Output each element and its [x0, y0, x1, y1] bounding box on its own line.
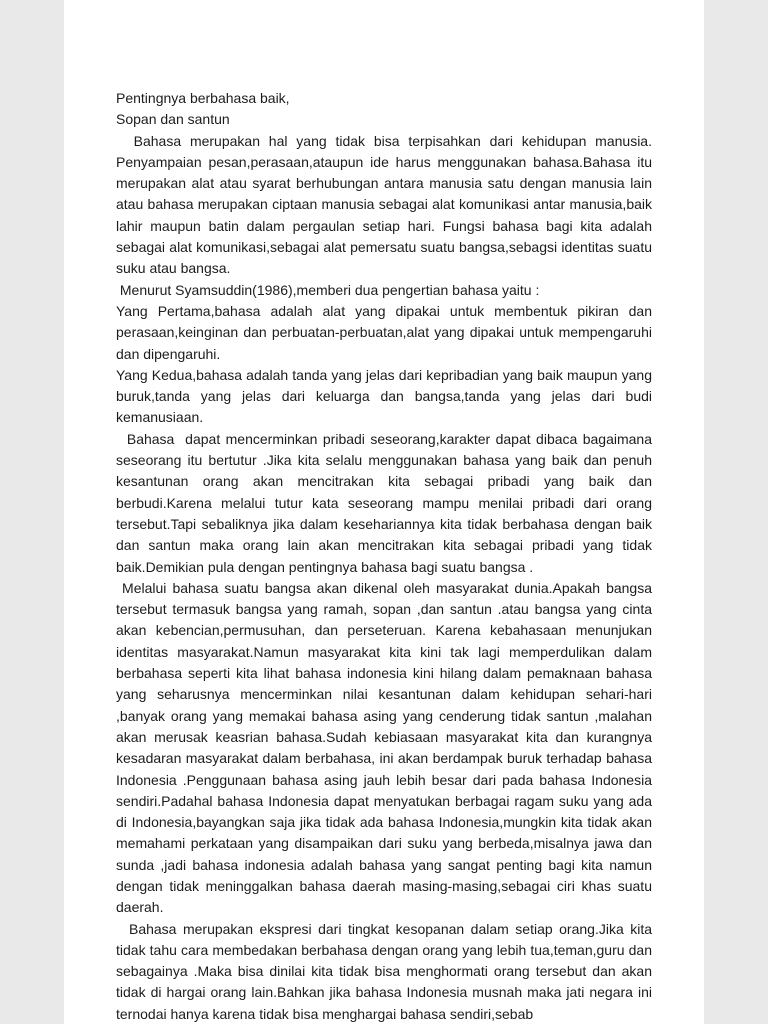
document-title-line: Pentingnya berbahasa baik,: [116, 90, 290, 106]
document-content: [64, 0, 704, 1024]
paragraph: Menurut Syamsuddin(1986),memberi dua pengertian bahasa yaitu :: [116, 281, 540, 298]
paragraph: Bahasa dapat mencerminkan pribadi seseorang,karakter dapat dibaca bagaimana seseorang itu bertutur .Jika kita selalu menggunakan bahasa yang baik dan penuh kesantunan orang akan mencitrakan kita sebagai pribadi yang baik dan berbudi.Karena melalui tutur kata seseorang mampu menilai pribadi dari orang tersebut.Tapi sebaliknya jika dalam kesehariannya kita tidak berbahasa dengan baik dan santun maka orang lain akan mencitrakan kita sebagai pribadi yang tidak baik.Demikian pula dengan pentingnya bahasa bagi suatu bangsa .: [116, 430, 656, 575]
paragraph: Yang Kedua,bahasa adalah tanda yang jelas dari kepribadian yang baik maupun yang buruk,tanda yang jelas dari keluarga dan bangsa,tanda yang jelas dari budi kemanusiaan.: [116, 366, 656, 426]
paragraph: Yang Pertama,bahasa adalah alat yang dipakai untuk membentuk pikiran dan perasaan,keinginan dan perbuatan-perbuatan,alat yang dipakai untuk mempengaruhi dan dipengaruhi.: [116, 302, 656, 362]
paragraph: Bahasa merupakan hal yang tidak bisa terpisahkan dari kehidupan manusia. Penyampaian pesan,perasaan,ataupun ide harus menggunakan bahasa.Bahasa itu merupakan alat atau syarat berhubungan antara manusia satu dengan manusia lain atau bahasa merupakan ciptaan manusia sebagai alat komunikasi antar manusia,baik lahir maupun batin dalam pergaulan setiap hari. Fungsi bahasa bagi kita adalah sebagai alat komunikasi,sebagai alat pemersatu suatu bangsa,sebagsi identitas suatu suku atau bangsa.: [116, 132, 656, 277]
paragraph: Bahasa merupakan ekspresi dari tingkat kesopanan dalam setiap orang.Jika kita tidak tahu cara membedakan berbahasa dengan orang yang lebih tua,teman,guru dan sebagainya .Maka bisa dinilai kita tidak bisa menghormati orang tersebut dan akan tidak di hargai orang lain.Bahkan jika bahasa Indonesia musnah maka jati negara ini ternodai hanya karena tidak bisa menghargai bahasa sendiri,sebab: [116, 920, 656, 1022]
document-page: [64, 0, 704, 1024]
document-subtitle-line: Sopan dan santun: [116, 111, 230, 128]
paragraph: Melalui bahasa suatu bangsa akan dikenal oleh masyarakat dunia.Apakah bangsa tersebut termasuk bangsa yang ramah, sopan ,dan santun .atau bangsa yang cinta akan kebencian,permusuhan, dan perseteruan. Karena kebahasaan menunjukan identitas masyarakat.Namun masyarakat kita kini tak lagi memperdulikan dalam berbahasa seperti kita lihat bahasa indonesia kini hilang dalam pemaknaan bahasa yang seharusnya mencerminkan nilai kesantunan dalam kehidupan sehari-hari ,banyak orang yang memakai bahasa asing yang cenderung tidak santun ,malahan akan merusak keasrian bahasa.Sudah kebiasaan masyarakat kita dan kurangnya kesadaran masyarakat dalam berbahasa, ini akan berdampak buruk terhadap bahasa Indonesia .Penggunaan bahasa asing jauh lebih besar dari pada bahasa Indonesia sendiri.Padahal bahasa Indonesia dapat menyatukan berbagai ragam suku yang ada di Indonesia,bayangkan saja jika tidak ada bahasa Indonesia,mungkin kita tidak akan memahami perkataan yang disampaikan dari suku yang berbeda,misalnya jawa dan sunda ,jadi bahasa indonesia adalah bahasa yang sangat penting bagi kita namun dengan tidak meninggalkan bahasa daerah masing-masing,sebagai ciri khas suatu daerah.: [116, 579, 656, 916]
